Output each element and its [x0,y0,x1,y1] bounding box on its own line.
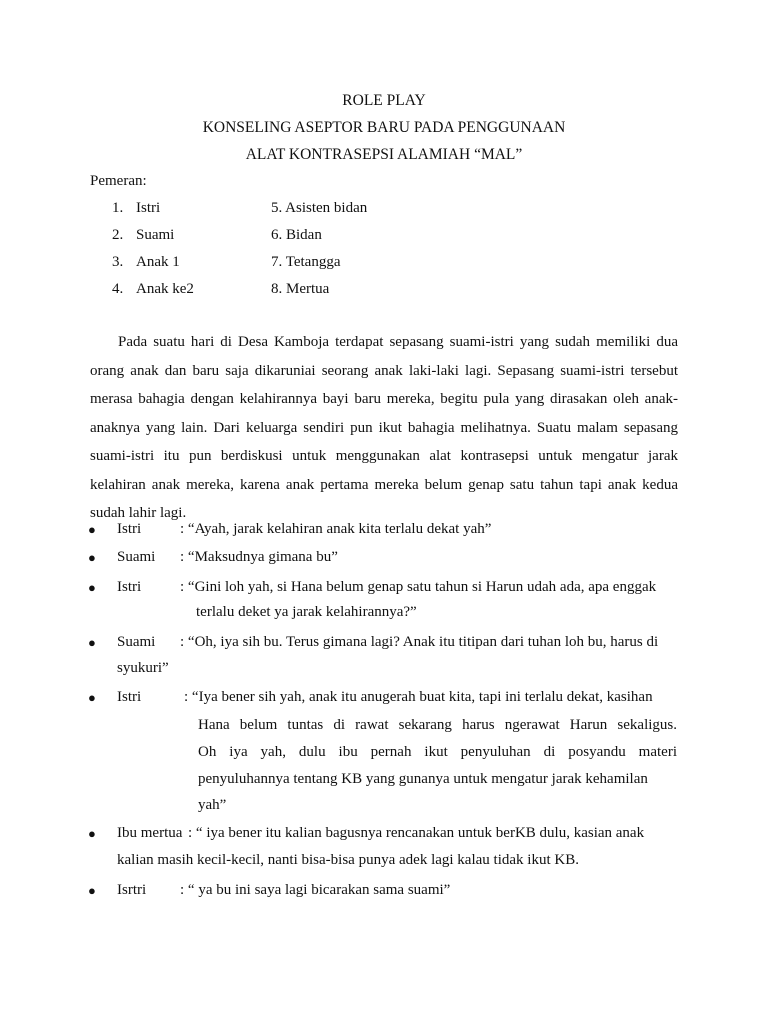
cast-heading: Pemeran: [90,173,147,189]
dialogue-line: : “Oh, iya sih bu. Terus gimana lagi? Anak itu titipan dari tuhan loh bu, harus di [180,634,659,650]
dialogue-line: : “Iya bener sih yah, anak itu anugerah buat kita, tapi ini terlalu dekat, kasihan [184,689,653,705]
cast-name: Anak ke2 [136,281,194,297]
dialogue-line: : “Gini loh yah, si Hana belum genap satu tahun si Harun udah ada, apa enggak [180,579,657,595]
cast-row [0,254,768,276]
document-subtitle-line-2: ALAT KONTRASEPSI ALAMIAH “MAL” [245,146,523,163]
cast-number: 2. [112,227,124,243]
dialogue-speaker: Istri [117,579,142,595]
dialogue-speaker: Isrtri [117,882,147,898]
bullet-icon: ● [88,522,96,537]
cast-number: 1. [112,200,124,216]
dialogue-line: : “ iya bener itu kalian bagusnya rencanakan untuk berKB dulu, kasian anak [188,825,645,841]
bullet-icon: ● [88,883,96,898]
dialogue-line: : “Ayah, jarak kelahiran anak kita terlalu dekat yah” [180,521,492,537]
cast-name-right: 6. Bidan [271,227,322,243]
cast-name-right: 7. Tetangga [271,254,341,270]
cast-number: 4. [112,281,124,297]
dialogue-line: yah” [198,797,227,813]
document-title: ROLE PLAY [342,92,426,109]
cast-name: Anak 1 [136,254,180,270]
document-subtitle-line-1: KONSELING ASEPTOR BARU PADA PENGGUNAAN [202,119,566,136]
dialogue-speaker: Istri [117,521,142,537]
dialogue-speaker: Suami [117,549,156,565]
dialogue-line: Oh iya yah, dulu ibu pernah ikut penyuluhan di posyandu materi [198,744,677,760]
dialogue-line: kalian masih kecil-kecil, nanti bisa-bisa punya adek lagi kalau tidak ikut KB. [117,852,579,868]
dialogue-speaker: Ibu mertua [117,825,183,841]
cast-row [0,227,768,249]
dialogue-speaker: Istri [117,689,142,705]
bullet-icon: ● [88,550,96,565]
bullet-icon: ● [88,826,96,841]
cast-name-right: 8. Mertua [271,281,330,297]
cast-name-right: 5. Asisten bidan [271,200,368,216]
dialogue-line: : “Maksudnya gimana bu” [180,549,338,565]
cast-number: 3. [112,254,124,270]
cast-row [0,281,768,303]
dialogue-line: syukuri” [117,660,169,676]
bullet-icon: ● [88,635,96,650]
dialogue-line: Hana belum tuntas di rawat sekarang harus ngerawat Harun sekaligus. [198,717,677,733]
bullet-icon: ● [88,690,96,705]
cast-name: Suami [136,227,175,243]
cast-name: Istri [136,200,161,216]
narrative-paragraph: Pada suatu hari di Desa Kamboja terdapat sepasang suami-istri yang sudah memiliki dua orang anak dan baru saja dikaruniai seorang anak laki-laki lagi. Sepasang suami-istri tersebut merasa bahagia dengan kelahirannya bayi baru mereka, begitu pula yang dirasakan oleh anak-anaknya yang lain. Dari keluarga sendiri pun ikut bahagia melihatnya. Suatu malam sepasang suami-istri itu pun berdiskusi untuk menggunakan alat kontrasepsi untuk mengatur jarak kelahiran anak mereka, karena anak pertama mereka belum genap satu tahun tapi anak kedua sudah lahir lagi. [90,334,678,521]
dialogue-line: penyuluhannya tentang KB yang gunanya untuk mengatur jarak kehamilan [198,771,648,787]
bullet-icon: ● [88,580,96,595]
dialogue-line: : “ ya bu ini saya lagi bicarakan sama suami” [180,882,451,898]
dialogue-speaker: Suami [117,634,156,650]
dialogue-line: terlalu deket ya jarak kelahirannya?” [196,604,417,620]
cast-row [0,200,768,222]
